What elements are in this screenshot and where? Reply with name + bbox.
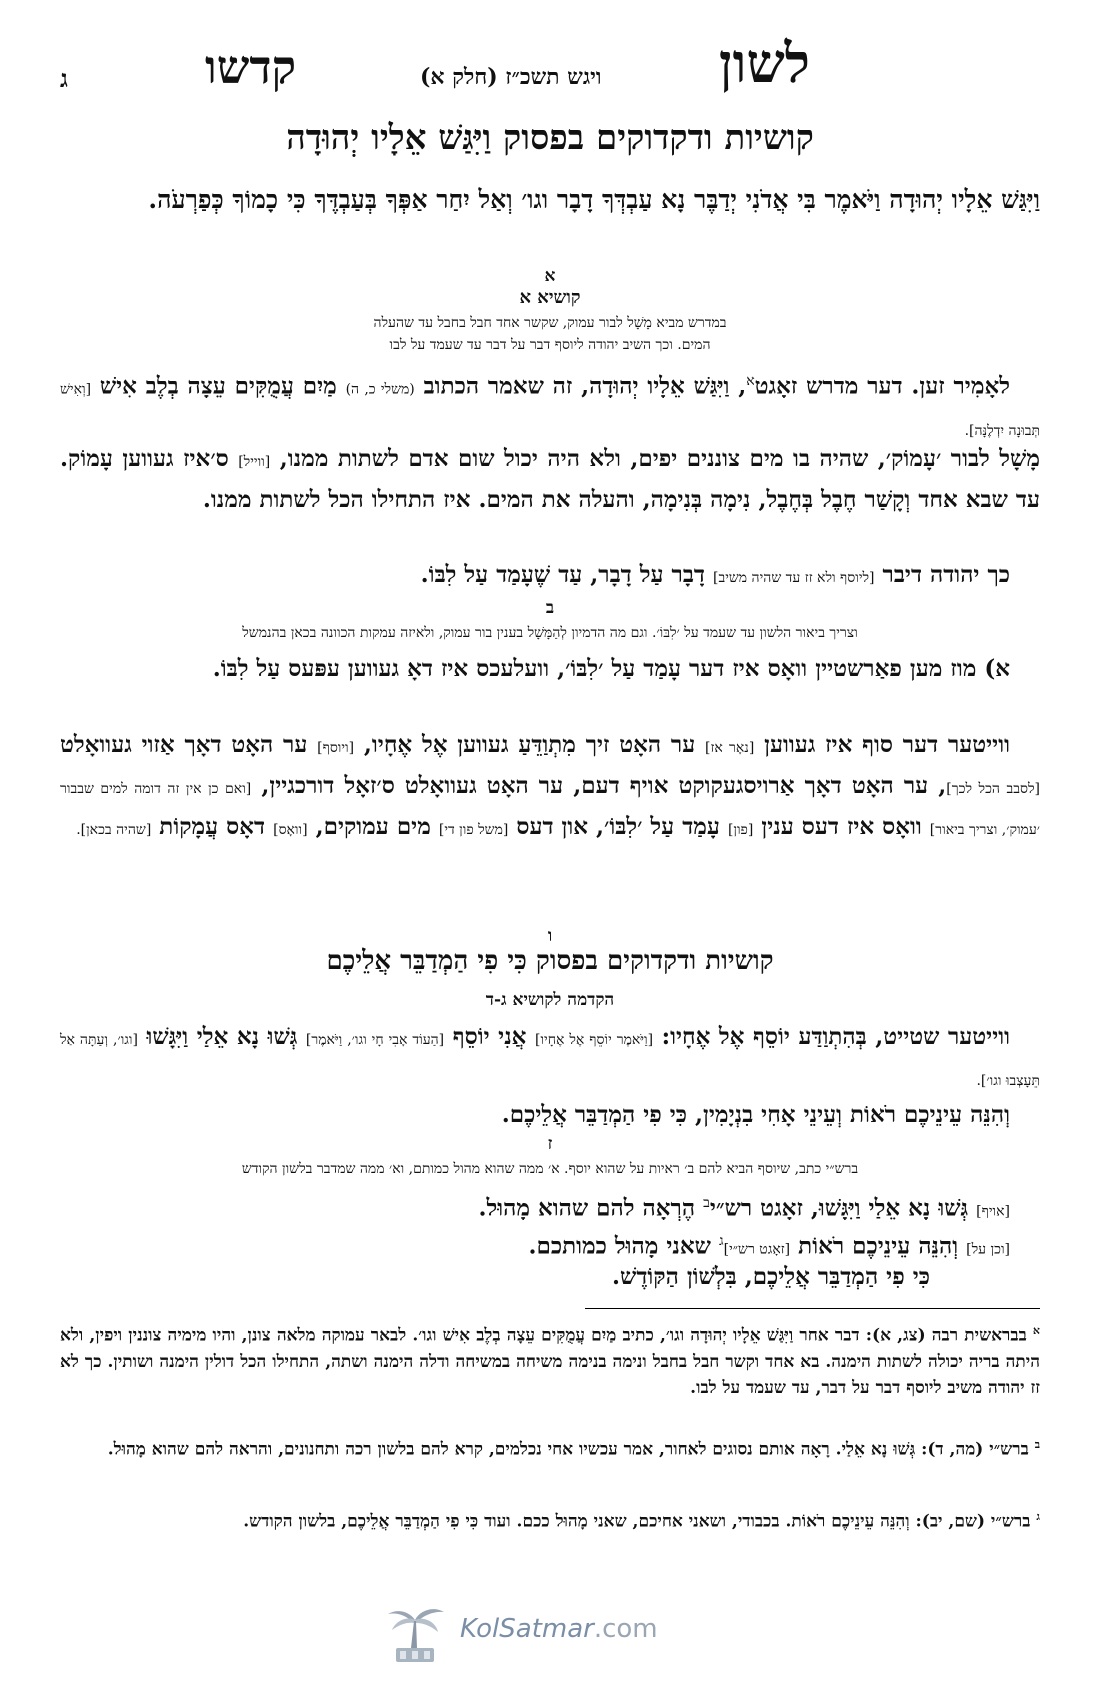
bracket-note: [וגו׳, וְעַתָּה אַל תֵּעָצְבוּ וגו׳]. — [60, 1032, 1040, 1089]
section-v-subtitle: הקדמה לקושיא ג-ד — [485, 990, 615, 1010]
section-letter-v: ו — [547, 926, 553, 946]
footnote-mark: ב — [1034, 1438, 1040, 1451]
bracket-note: [לסבב הכל לכך] — [946, 781, 1040, 797]
bracket-note: [ואם כן אין זה דומה למים שבבור ׳עמוק׳, וצריך ביאור] — [60, 781, 1040, 838]
text: ווייטער דער סוף איז געווען — [764, 731, 1010, 758]
section-v-title: קושיות ודקדוקים בפסוק כִּי פִי הַמְדַבֵּר אֲלֵיכֶם — [326, 946, 774, 976]
palm-tree-icon — [380, 1600, 450, 1666]
bracket-note: [משל פון די] — [438, 822, 509, 838]
text: מים עמוקים, — [315, 813, 431, 840]
text: דאָס עֲמָקוֹת — [159, 813, 266, 840]
logo-suffix: .com — [593, 1614, 658, 1644]
paragraph-a3 — [60, 556, 1040, 597]
bracket-note: [ליוסף ולא זז עד שהיה משיב] — [713, 570, 875, 586]
section-z-note: ברש״י כתב, שיוסף הביא להם ב׳ ראיות על שהוא יוסף. א׳ ממה שהוא מהול כמותם, וא׳ ממה שמדבר בלשון הקודש — [241, 1161, 859, 1177]
header-title-right: לשון — [718, 31, 810, 95]
section-letter-z: ז — [547, 1134, 553, 1154]
header-title-left: קדשו — [205, 40, 297, 94]
kolsatmar-logo — [380, 1600, 700, 1670]
text: עָמַד עַל ׳לִבּוֹ׳, און דעס — [516, 813, 720, 840]
text: , ער האָט דאָך אַרויסגעקוקט אויף דעם, ער האָט געוואָלט ס׳זאָל דורכגיין, — [261, 772, 947, 799]
bracket-note: [וַיֹּאמֶר יוֹסֵף אֶל אֶחָיו] — [534, 1032, 654, 1048]
text: , וַיִּגַּשׁ אֵלָיו יְהוּדָה, זה שאמר הכתוב — [423, 372, 747, 400]
verse-text: וַיִּגַּשׁ אֵלָיו יְהוּדָה וַיֹּאמֶר בִּי אֲדֹנִי יְדַבֶּר נָא עַבְדְּךָ דָבָר וגו׳ וְאַל יִחַר אַפְּךָ בְּעַבְדֶּךָ כִּי כָמוֹךָ כְּפַרְעֹה. — [148, 185, 1040, 214]
footnote-text: בבראשית רבה (צג, א): דבר אחר וַיִּגַּשׁ אֵלָיו יְהוּדָה וגו׳, כתיב מַיִם עֲמֻקִּים עֵצָה בְלֶב אִישׁ וגו׳. לבאר עמוקה מלאה צונן, והיו מימיה צוננין ויפין, ולא היתה בריה יכולה לשתות הימנה. בא אחד וקשר חבל בחבל ונימה בנימה משיחה במשיחה ודלה הימנה ושתה, התחילו הכל דולין הימנה ושותין. כך לא זז יהודה משיב ליוסף דבר על דבר, עד שעמד על לבו. — [60, 1325, 1040, 1398]
logo-name: KolSatmar — [460, 1614, 594, 1644]
text: כך יהודה דיבר — [882, 561, 1010, 588]
main-title: קושיות ודקדוקים בפסוק וַיִּגַּשׁ אֵלָיו יְהוּדָה — [286, 118, 814, 158]
paragraph-a2 — [60, 440, 1040, 519]
bracket-note: [הַעוֹד אָבִי חָי וגו׳, וַיֹּאמֶר] — [305, 1032, 445, 1048]
text: וואָס איז דעס ענין — [761, 813, 922, 840]
section-letter-b: ב — [545, 598, 555, 618]
source-ref: (משלי כ, ה) — [345, 381, 415, 398]
bracket-note: [נאָר אז] — [705, 740, 755, 756]
section-b-note: וצריך ביאור הלשון עד שעמד על ׳לִבּוֹ׳. וגם מה הדמיון לְהַמָּשָׁל בענין בור עמוק, ולאיזה עמקות הכוונה בכאן בהנמשל — [242, 625, 858, 641]
footnote-3 — [60, 1504, 1040, 1535]
text: גְּשׁוּ נָא אֵלַי וַיִּגָּשׁוּ, זאָגט רש״י — [709, 1194, 969, 1222]
text: אֲנִי יוֹסֵף — [452, 1023, 527, 1050]
text: ס׳איז געווען עָמוֹק. עד שבא אחד וְקָשַׁר חֶבֶל בְּחֶבֶל, נִימָה בְּנִימָה, והעלה את המים. איז התחילו הכל לשתות ממנו. — [60, 445, 1040, 513]
header-parsha: ויגש תשכ״ז (חלק א) — [420, 64, 602, 90]
paragraph-v2 — [60, 1096, 1040, 1134]
footnote-1 — [60, 1318, 1040, 1401]
text: שאני מָהוּל כמותכם. — [528, 1232, 711, 1260]
line-z3 — [60, 1258, 960, 1296]
bracket-note: [ווייל] — [238, 454, 271, 470]
text: א) מוז מען פאַרשטיין וואָס איז דער עָמַד עַל ׳לִבּוֹ׳, וועלעכס איז דאָ געווען עפּעס עַל לִבּוֹ. — [212, 655, 1010, 682]
text: וְהִנֵּה עֵינֵיכֶם רֹאוֹת — [798, 1232, 959, 1260]
text: ער האָט דאָך אַזוי געוואָלט — [60, 731, 308, 758]
paragraph-b1 — [60, 650, 1040, 688]
text: ווייטער שטייט, בְּהִתְוַדַּע יוֹסֵף אֶל אֶחָיו: — [661, 1023, 1010, 1050]
paragraph-b2 — [60, 726, 1040, 849]
footnote-text: ברש״י (מה, ד): גְּשׁוּ נָא אֵלַי. רָאָה אותם נסוגים לאחור, אמר עכשיו אחי נכלמים, קרא להם בלשון רכה ותחנונים, והראה להם שהוא מָהוּל. — [107, 1439, 1029, 1460]
footnote-mark: א — [1032, 1324, 1040, 1337]
text: וְהִנֵּה עֵינֵיכֶם רֹאוֹת וְעֵינֵי אָחִי בִנְיָמִין, כִּי פִי הַמְדַבֵּר אֲלֵיכֶם. — [501, 1101, 1010, 1128]
footnote-ref: ב — [703, 1195, 710, 1211]
text: הֶרְאָה להם שהוא מָהוּל. — [478, 1194, 696, 1222]
bracket-note: [זאָגט רש״י] — [723, 1241, 791, 1258]
summary-line-2: המים. וכך השיב יהודה ליוסף דבר על דבר עד שעמד על לבו — [389, 337, 711, 353]
bracket-note: [וכן על] — [966, 1241, 1010, 1258]
text: כִּי פִי הַמְדַבֵּר אֲלֵיכֶם, בִּלְשׁוֹן הַקּוֹדֶשׁ. — [612, 1263, 930, 1290]
bracket-note: [שהיה בכאן]. — [76, 822, 152, 838]
bracket-note: [וואָס] — [273, 822, 308, 838]
footnote-ref: א — [746, 373, 755, 389]
section-letter-a: א — [544, 266, 556, 286]
text: ער האָט זיך מִתְוַדֵּעַ געווען אֶל אֶחָיו, — [363, 731, 696, 758]
text: מָשָׁל לבור ׳עָמוֹק׳, שהיה בו מים צוננים יפים, ולא היה יכול שום אדם לשתות ממנו, — [279, 445, 1040, 472]
footnote-mark: ג — [1036, 1510, 1040, 1523]
page-number: ג — [60, 64, 68, 93]
paragraph-v1 — [60, 1018, 1040, 1100]
bracket-note: [אויף] — [976, 1203, 1010, 1220]
summary-line-1: במדרש מביא מָשָׁל לבור עמוק, שקשר אחד חבל בחבל עד שהעלה — [373, 315, 727, 331]
footnote-2 — [60, 1432, 1040, 1463]
paragraph-a1 — [60, 362, 1040, 450]
logo-text — [460, 1614, 658, 1644]
footnote-ref: ג — [718, 1233, 724, 1249]
bracket-note: [ויוסף] — [317, 740, 355, 756]
text: גְּשׁוּ נָא אֵלַי וַיִּגָּשׁוּ — [146, 1023, 298, 1050]
text: דָבָר עַל דָבָר, עַד שֶׁעָמַד עַל לִבּוֹ. — [420, 561, 705, 588]
bracket-note: [פון] — [727, 822, 754, 838]
text: לאָמִיר זען. דער מדרש זאָגט — [754, 372, 1010, 400]
kushya-title: קושיא א — [519, 287, 581, 308]
footnote-text: ברש״י (שם, יב): וְהִנֵּה עֵינֵיכֶם רֹאוֹת. בכבודי, ושאני אחיכם, שאני מָהוּל ככם. ועוד כִּי פִי הַמְדַבֵּר אֲלֵיכֶם, בלשון הקודש. — [243, 1511, 1031, 1532]
bracket-note: [וְאִישׁ תְּבוּנָה יִדְלֶנָּה]. — [60, 381, 1040, 439]
footnote-divider — [585, 1308, 1040, 1309]
text: מַיִם עֲמֻקִּים עֵצָה בְלֶב אִישׁ — [99, 372, 337, 400]
